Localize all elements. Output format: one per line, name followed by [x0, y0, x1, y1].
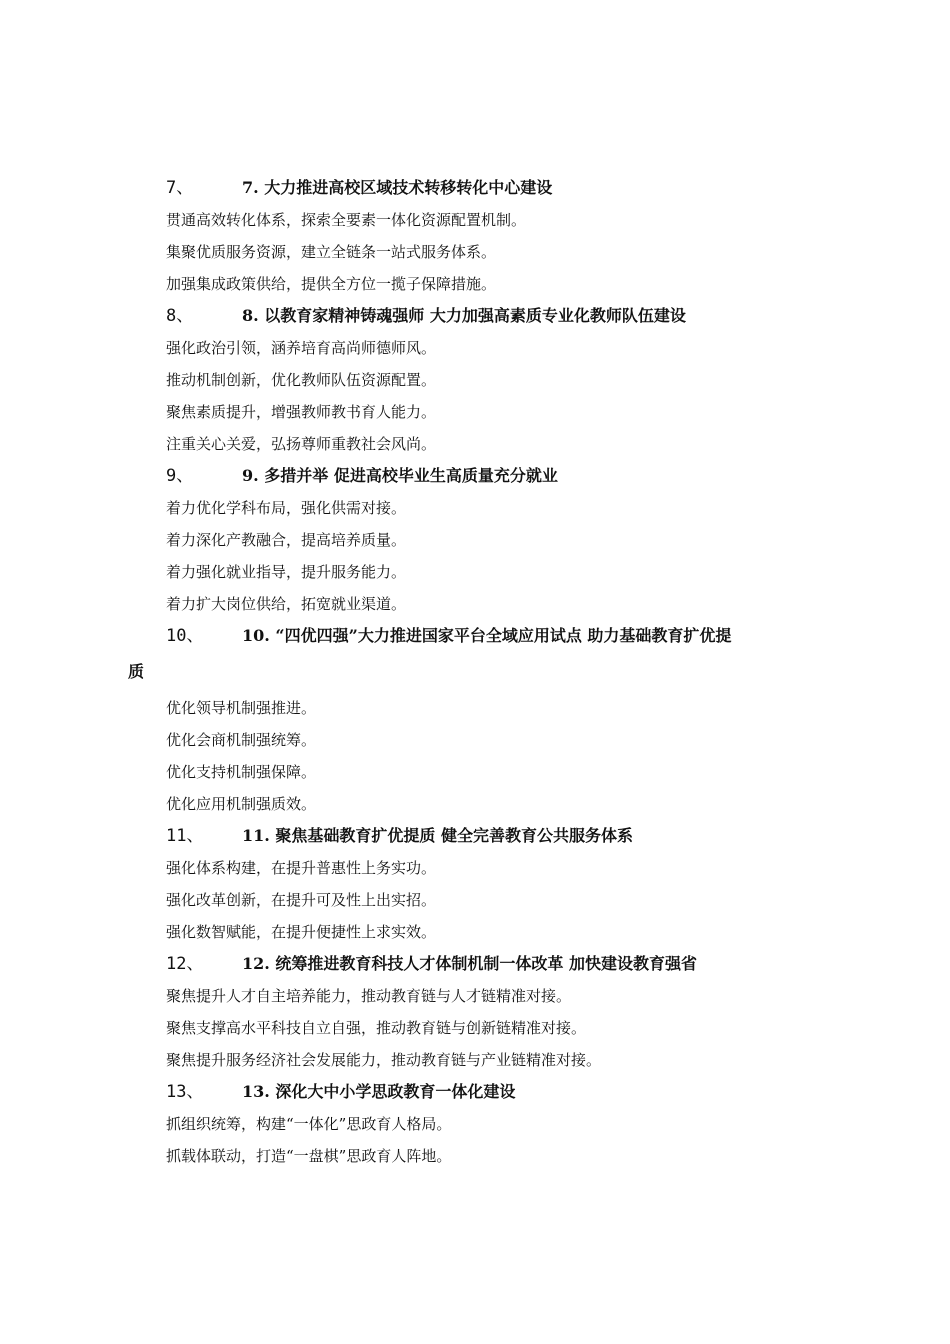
list-item: 集聚优质服务资源，建立全链条一站式服务体系。 [166, 243, 497, 261]
list-item: 聚焦提升服务经济社会发展能力，推动教育链与产业链精准对接。 [166, 1051, 602, 1069]
section-number: 11、 [166, 826, 204, 846]
section-title: 13. 深化大中小学思政教育一体化建设 [242, 1082, 516, 1101]
section-number: 7、 [166, 178, 194, 198]
section-number: 8、 [166, 306, 194, 326]
list-item: 着力扩大岗位供给，拓宽就业渠道。 [166, 595, 407, 613]
list-item: 强化体系构建，在提升普惠性上务实功。 [166, 859, 437, 877]
list-item: 聚焦支撑高水平科技自立自强，推动教育链与创新链精准对接。 [166, 1019, 587, 1037]
list-item: 着力强化就业指导，提升服务能力。 [166, 563, 407, 581]
section-title-line-2: 质 [128, 662, 145, 681]
section-title: 12. 统筹推进教育科技人才体制机制一体改革 加快建设教育强省 [242, 954, 697, 973]
section-heading-8 [166, 300, 838, 332]
list-item: 着力优化学科布局，强化供需对接。 [166, 499, 407, 517]
section-title: 11. 聚焦基础教育扩优提质 健全完善教育公共服务体系 [242, 826, 633, 845]
list-item: 注重关心关爱，弘扬尊师重教社会风尚。 [166, 435, 437, 453]
list-item: 着力深化产教融合，提高培养质量。 [166, 531, 407, 549]
list-item: 抓载体联动，打造“一盘棋”思政育人阵地。 [166, 1147, 452, 1165]
section-number: 9、 [166, 466, 194, 486]
section-title-line-1: 10. “四优四强”大力推进国家平台全域应用试点 助力基础教育扩优提 [242, 626, 732, 645]
list-item: 聚焦素质提升，增强教师教书育人能力。 [166, 403, 437, 421]
section-title: 9. 多措并举 促进高校毕业生高质量充分就业 [242, 466, 558, 485]
list-item: 加强集成政策供给，提供全方位一揽子保障措施。 [166, 275, 497, 293]
section-heading-9 [166, 460, 838, 492]
section-title: 8. 以教育家精神铸魂强师 大力加强高素质专业化教师队伍建设 [242, 306, 686, 325]
section-heading-10 [166, 620, 838, 652]
section-number: 13、 [166, 1082, 204, 1102]
section-heading-12 [166, 948, 838, 980]
section-heading-7 [166, 172, 838, 204]
list-item: 优化领导机制强推进。 [166, 699, 317, 717]
list-item: 聚焦提升人才自主培养能力，推动教育链与人才链精准对接。 [166, 987, 572, 1005]
document-body [128, 172, 838, 1172]
section-heading-13 [166, 1076, 838, 1108]
section-number: 10、 [166, 626, 204, 646]
section-heading-11 [166, 820, 838, 852]
section-title: 7. 大力推进高校区域技术转移转化中心建设 [242, 178, 553, 197]
list-item: 优化支持机制强保障。 [166, 763, 317, 781]
list-item: 推动机制创新，优化教师队伍资源配置。 [166, 371, 437, 389]
list-item: 优化应用机制强质效。 [166, 795, 317, 813]
list-item: 强化改革创新，在提升可及性上出实招。 [166, 891, 437, 909]
list-item: 强化政治引领，涵养培育高尚师德师风。 [166, 339, 437, 357]
list-item: 贯通高效转化体系，探索全要素一体化资源配置机制。 [166, 211, 527, 229]
list-item: 强化数智赋能，在提升便捷性上求实效。 [166, 923, 437, 941]
list-item: 抓组织统筹，构建“一体化”思政育人格局。 [166, 1115, 452, 1133]
list-item: 优化会商机制强统筹。 [166, 731, 317, 749]
section-number: 12、 [166, 954, 204, 974]
